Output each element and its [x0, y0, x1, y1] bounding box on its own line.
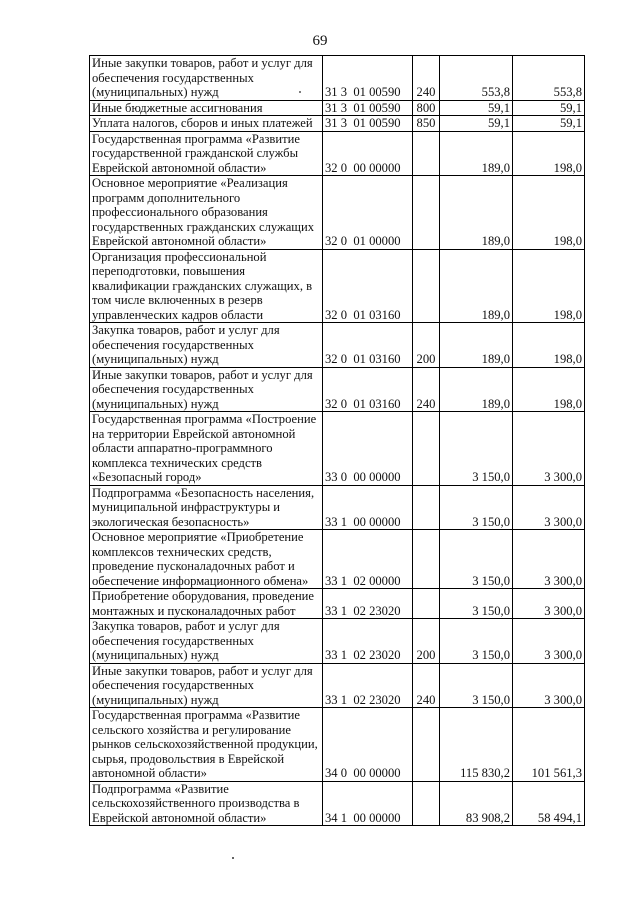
- cell-expense-type: 240: [413, 663, 440, 708]
- cell-target-code: 34 0 00 00000: [323, 708, 413, 782]
- cell-name: Основное мероприятие «Приобретение комплексов технических средств, проведение пусконаладочных работ и обеспечение информационного обмена»: [90, 530, 323, 589]
- cell-amount-year-1: 189,0: [440, 249, 513, 323]
- cell-target-code: 33 0 00 00000: [323, 412, 413, 486]
- cell-name: Государственная программа «Развитие сельского хозяйства и регулирование рынков сельскохозяйственной продукции, сырья, продовольствия в Еврейской автономной области»: [90, 708, 323, 782]
- cell-name: Закупка товаров, работ и услуг для обеспечения государственных (муниципальных) нужд: [90, 323, 323, 368]
- cell-amount-year-2: 198,0: [513, 367, 585, 412]
- table-row: [90, 176, 585, 250]
- cell-amount-year-2: 198,0: [513, 323, 585, 368]
- cell-amount-year-1: 115 830,2: [440, 708, 513, 782]
- cell-name: Подпрограмма «Развитие сельскохозяйственного производства в Еврейской автономной области»: [90, 781, 323, 826]
- cell-expense-type: [413, 485, 440, 530]
- cell-amount-year-1: 189,0: [440, 176, 513, 250]
- cell-name: Государственная программа «Построение на территории Еврейской автономной области аппаратно-программного комплекса технических средств «Безопасный город»: [90, 412, 323, 486]
- table-row: [90, 530, 585, 589]
- table-row: [90, 663, 585, 708]
- cell-name: Иные закупки товаров, работ и услуг для обеспечения государственных (муниципальных) нужд: [90, 367, 323, 412]
- cell-expense-type: [413, 708, 440, 782]
- cell-target-code: 32 0 01 03160: [323, 367, 413, 412]
- cell-amount-year-2: 3 300,0: [513, 589, 585, 619]
- cell-name: Иные закупки товаров, работ и услуг для обеспечения государственных (муниципальных) нужд: [90, 56, 323, 101]
- scan-speck: [232, 857, 234, 859]
- cell-expense-type: 800: [413, 100, 440, 116]
- cell-amount-year-1: 189,0: [440, 323, 513, 368]
- cell-name: Организация профессиональной переподготовки, повышения квалификации гражданских служащих, в том числе включенных в резерв управленческих кадров области: [90, 249, 323, 323]
- cell-expense-type: 240: [413, 56, 440, 101]
- cell-target-code: 33 1 02 23020: [323, 663, 413, 708]
- cell-amount-year-2: 198,0: [513, 131, 585, 176]
- cell-amount-year-1: 553,8: [440, 56, 513, 101]
- cell-expense-type: [413, 131, 440, 176]
- cell-amount-year-2: 198,0: [513, 249, 585, 323]
- cell-amount-year-2: 3 300,0: [513, 619, 585, 664]
- cell-amount-year-1: 3 150,0: [440, 530, 513, 589]
- cell-amount-year-1: 3 150,0: [440, 619, 513, 664]
- table-row: [90, 485, 585, 530]
- cell-target-code: 32 0 01 03160: [323, 323, 413, 368]
- cell-amount-year-2: 553,8: [513, 56, 585, 101]
- cell-amount-year-2: 3 300,0: [513, 530, 585, 589]
- budget-table-body: [90, 56, 585, 826]
- cell-amount-year-1: 3 150,0: [440, 589, 513, 619]
- cell-target-code: 31 3 01 00590: [323, 100, 413, 116]
- table-row: [90, 249, 585, 323]
- cell-amount-year-2: 3 300,0: [513, 663, 585, 708]
- cell-target-code: 34 1 00 00000: [323, 781, 413, 826]
- cell-target-code: 33 1 02 00000: [323, 530, 413, 589]
- cell-expense-type: [413, 412, 440, 486]
- cell-amount-year-1: 3 150,0: [440, 485, 513, 530]
- cell-expense-type: 850: [413, 116, 440, 132]
- cell-expense-type: [413, 530, 440, 589]
- cell-name: Подпрограмма «Безопасность населения, муниципальной инфраструктуры и экологическая безопасность»: [90, 485, 323, 530]
- cell-amount-year-1: 83 908,2: [440, 781, 513, 826]
- cell-amount-year-1: 3 150,0: [440, 412, 513, 486]
- cell-name: Основное мероприятие «Реализация программ дополнительного профессионального образования государственных гражданских служащих Еврейской автономной области»: [90, 176, 323, 250]
- cell-expense-type: [413, 249, 440, 323]
- table-row: [90, 56, 585, 101]
- cell-amount-year-1: 3 150,0: [440, 663, 513, 708]
- table-row: [90, 619, 585, 664]
- cell-amount-year-2: 101 561,3: [513, 708, 585, 782]
- cell-name: Государственная программа «Развитие государственной гражданской службы Еврейской автономной области»: [90, 131, 323, 176]
- cell-expense-type: [413, 176, 440, 250]
- cell-amount-year-2: 59,1: [513, 100, 585, 116]
- cell-name: Уплата налогов, сборов и иных платежей: [90, 116, 323, 132]
- cell-amount-year-2: 59,1: [513, 116, 585, 132]
- cell-expense-type: 200: [413, 323, 440, 368]
- table-row: [90, 708, 585, 782]
- cell-target-code: 31 3 01 00590: [323, 116, 413, 132]
- cell-name: Приобретение оборудования, проведение монтажных и пусконаладочных работ: [90, 589, 323, 619]
- cell-name: Иные закупки товаров, работ и услуг для обеспечения государственных (муниципальных) нужд: [90, 663, 323, 708]
- cell-expense-type: 240: [413, 367, 440, 412]
- table-row: [90, 367, 585, 412]
- cell-amount-year-1: 59,1: [440, 100, 513, 116]
- cell-name: Иные бюджетные ассигнования: [90, 100, 323, 116]
- cell-amount-year-2: 3 300,0: [513, 485, 585, 530]
- cell-amount-year-2: 198,0: [513, 176, 585, 250]
- cell-expense-type: 200: [413, 619, 440, 664]
- cell-target-code: 32 0 01 03160: [323, 249, 413, 323]
- table-row: [90, 412, 585, 486]
- cell-amount-year-2: 58 494,1: [513, 781, 585, 826]
- table-row: [90, 781, 585, 826]
- cell-target-code: 33 1 00 00000: [323, 485, 413, 530]
- budget-table: [89, 55, 585, 826]
- cell-target-code: 33 1 02 23020: [323, 619, 413, 664]
- table-row: [90, 323, 585, 368]
- page-number: 69: [312, 33, 328, 49]
- cell-amount-year-1: 59,1: [440, 116, 513, 132]
- table-row: [90, 589, 585, 619]
- cell-target-code: 33 1 02 23020: [323, 589, 413, 619]
- cell-target-code: 31 3 01 00590: [323, 56, 413, 101]
- cell-amount-year-1: 189,0: [440, 367, 513, 412]
- cell-target-code: 32 0 01 00000: [323, 176, 413, 250]
- table-row: [90, 116, 585, 132]
- table-row: [90, 100, 585, 116]
- cell-amount-year-1: 189,0: [440, 131, 513, 176]
- cell-name: Закупка товаров, работ и услуг для обеспечения государственных (муниципальных) нужд: [90, 619, 323, 664]
- cell-expense-type: [413, 781, 440, 826]
- cell-target-code: 32 0 00 00000: [323, 131, 413, 176]
- scan-speck: [299, 91, 301, 93]
- table-row: [90, 131, 585, 176]
- cell-expense-type: [413, 589, 440, 619]
- cell-amount-year-2: 3 300,0: [513, 412, 585, 486]
